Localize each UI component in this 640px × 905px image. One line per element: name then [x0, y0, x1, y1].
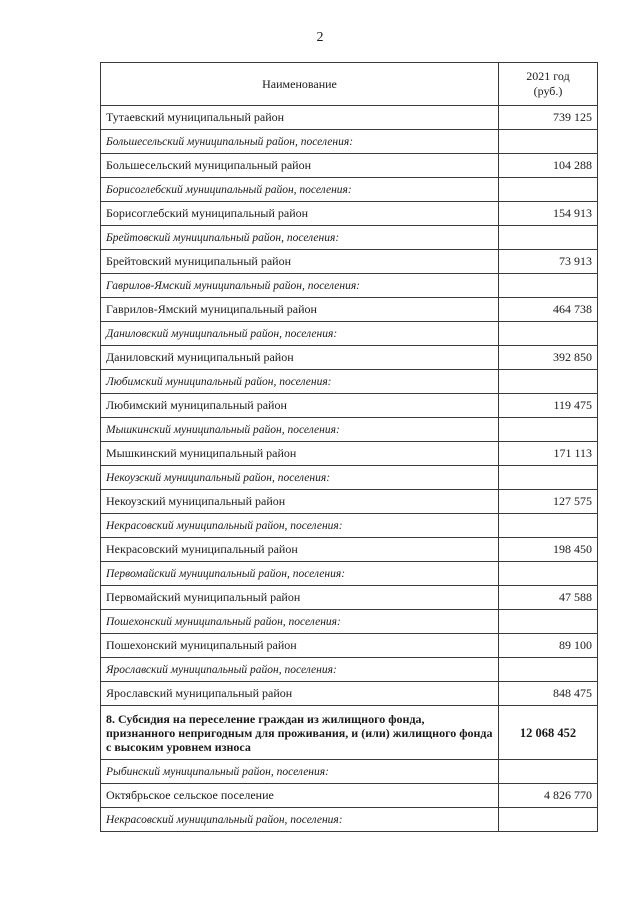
row-name: Большесельский муниципальный район	[101, 154, 499, 178]
table-row-group	[101, 760, 598, 784]
row-name: Ярославский муниципальный район, поселения:	[101, 658, 499, 682]
row-value: 4 826 770	[499, 784, 598, 808]
row-name: Некрасовский муниципальный район, поселения:	[101, 514, 499, 538]
row-value	[499, 322, 598, 346]
row-name: Первомайский муниципальный район, поселения:	[101, 562, 499, 586]
row-value: 12 068 452	[499, 706, 598, 760]
row-name: Борисоглебский муниципальный район, поселения:	[101, 178, 499, 202]
row-name: Даниловский муниципальный район	[101, 346, 499, 370]
table-row	[101, 538, 598, 562]
table-row-group	[101, 370, 598, 394]
row-name: Ярославский муниципальный район	[101, 682, 499, 706]
row-value	[499, 760, 598, 784]
row-value: 392 850	[499, 346, 598, 370]
column-header-unit: (руб.)	[533, 84, 563, 98]
table-row-group	[101, 274, 598, 298]
row-value	[499, 658, 598, 682]
row-name: Рыбинский муниципальный район, поселения:	[101, 760, 499, 784]
table-row	[101, 490, 598, 514]
row-name: Пошехонский муниципальный район	[101, 634, 499, 658]
row-value	[499, 466, 598, 490]
table-row	[101, 298, 598, 322]
table-row-group	[101, 808, 598, 832]
table-row	[101, 586, 598, 610]
row-name: Пошехонский муниципальный район, поселения:	[101, 610, 499, 634]
row-value: 154 913	[499, 202, 598, 226]
row-name: Некрасовский муниципальный район, поселения:	[101, 808, 499, 832]
row-name: Октябрьское сельское поселение	[101, 784, 499, 808]
row-value	[499, 370, 598, 394]
row-name: Первомайский муниципальный район	[101, 586, 499, 610]
table-row	[101, 202, 598, 226]
table-row-group	[101, 130, 598, 154]
row-name: Гаврилов-Ямский муниципальный район, поселения:	[101, 274, 499, 298]
table-row	[101, 106, 598, 130]
row-name: Мышкинский муниципальный район, поселения:	[101, 418, 499, 442]
row-value	[499, 610, 598, 634]
table-row	[101, 346, 598, 370]
row-name: Брейтовский муниципальный район, поселения:	[101, 226, 499, 250]
row-value	[499, 808, 598, 832]
column-header-name: Наименование	[101, 63, 499, 106]
row-name: Брейтовский муниципальный район	[101, 250, 499, 274]
table-row	[101, 634, 598, 658]
page-number: 2	[316, 30, 324, 45]
row-value: 739 125	[499, 106, 598, 130]
table-row	[101, 154, 598, 178]
row-value: 47 588	[499, 586, 598, 610]
table-row	[101, 682, 598, 706]
row-value: 127 575	[499, 490, 598, 514]
table-header-row	[101, 63, 598, 106]
table-row	[101, 394, 598, 418]
row-name: Мышкинский муниципальный район	[101, 442, 499, 466]
table-row-group	[101, 466, 598, 490]
row-value: 119 475	[499, 394, 598, 418]
table-row-group	[101, 610, 598, 634]
row-name: Борисоглебский муниципальный район	[101, 202, 499, 226]
row-value	[499, 514, 598, 538]
row-value: 73 913	[499, 250, 598, 274]
row-name: Большесельский муниципальный район, поселения:	[101, 130, 499, 154]
row-name: Гаврилов-Ямский муниципальный район	[101, 298, 499, 322]
budget-table	[100, 62, 598, 832]
table-row-group	[101, 418, 598, 442]
row-name: Любимский муниципальный район	[101, 394, 499, 418]
table-row-group	[101, 658, 598, 682]
row-value	[499, 418, 598, 442]
table-row	[101, 784, 598, 808]
row-name: Некоузский муниципальный район, поселения:	[101, 466, 499, 490]
row-value	[499, 178, 598, 202]
row-value	[499, 130, 598, 154]
table-body	[101, 106, 598, 832]
column-header-value	[499, 63, 598, 106]
table-row	[101, 250, 598, 274]
row-value	[499, 562, 598, 586]
row-value: 89 100	[499, 634, 598, 658]
table-row-group	[101, 514, 598, 538]
table-row-group	[101, 562, 598, 586]
table-row-group	[101, 322, 598, 346]
row-name: Тутаевский муниципальный район	[101, 106, 499, 130]
row-name: Некоузский муниципальный район	[101, 490, 499, 514]
column-header-year: 2021 год	[526, 69, 570, 83]
table-row-group	[101, 178, 598, 202]
table-row	[101, 442, 598, 466]
table-row-group	[101, 226, 598, 250]
row-value: 171 113	[499, 442, 598, 466]
row-value	[499, 226, 598, 250]
row-name: Любимский муниципальный район, поселения:	[101, 370, 499, 394]
row-value: 104 288	[499, 154, 598, 178]
table-row-section	[101, 706, 598, 760]
row-value: 198 450	[499, 538, 598, 562]
row-value: 464 738	[499, 298, 598, 322]
row-value	[499, 274, 598, 298]
row-name: Даниловский муниципальный район, поселения:	[101, 322, 499, 346]
row-value: 848 475	[499, 682, 598, 706]
row-name: Некрасовский муниципальный район	[101, 538, 499, 562]
row-name: 8. Субсидия на переселение граждан из жилищного фонда, признанного непригодным для проживания, и (или) жилищного фонда с высоким уровнем износа	[101, 706, 499, 760]
